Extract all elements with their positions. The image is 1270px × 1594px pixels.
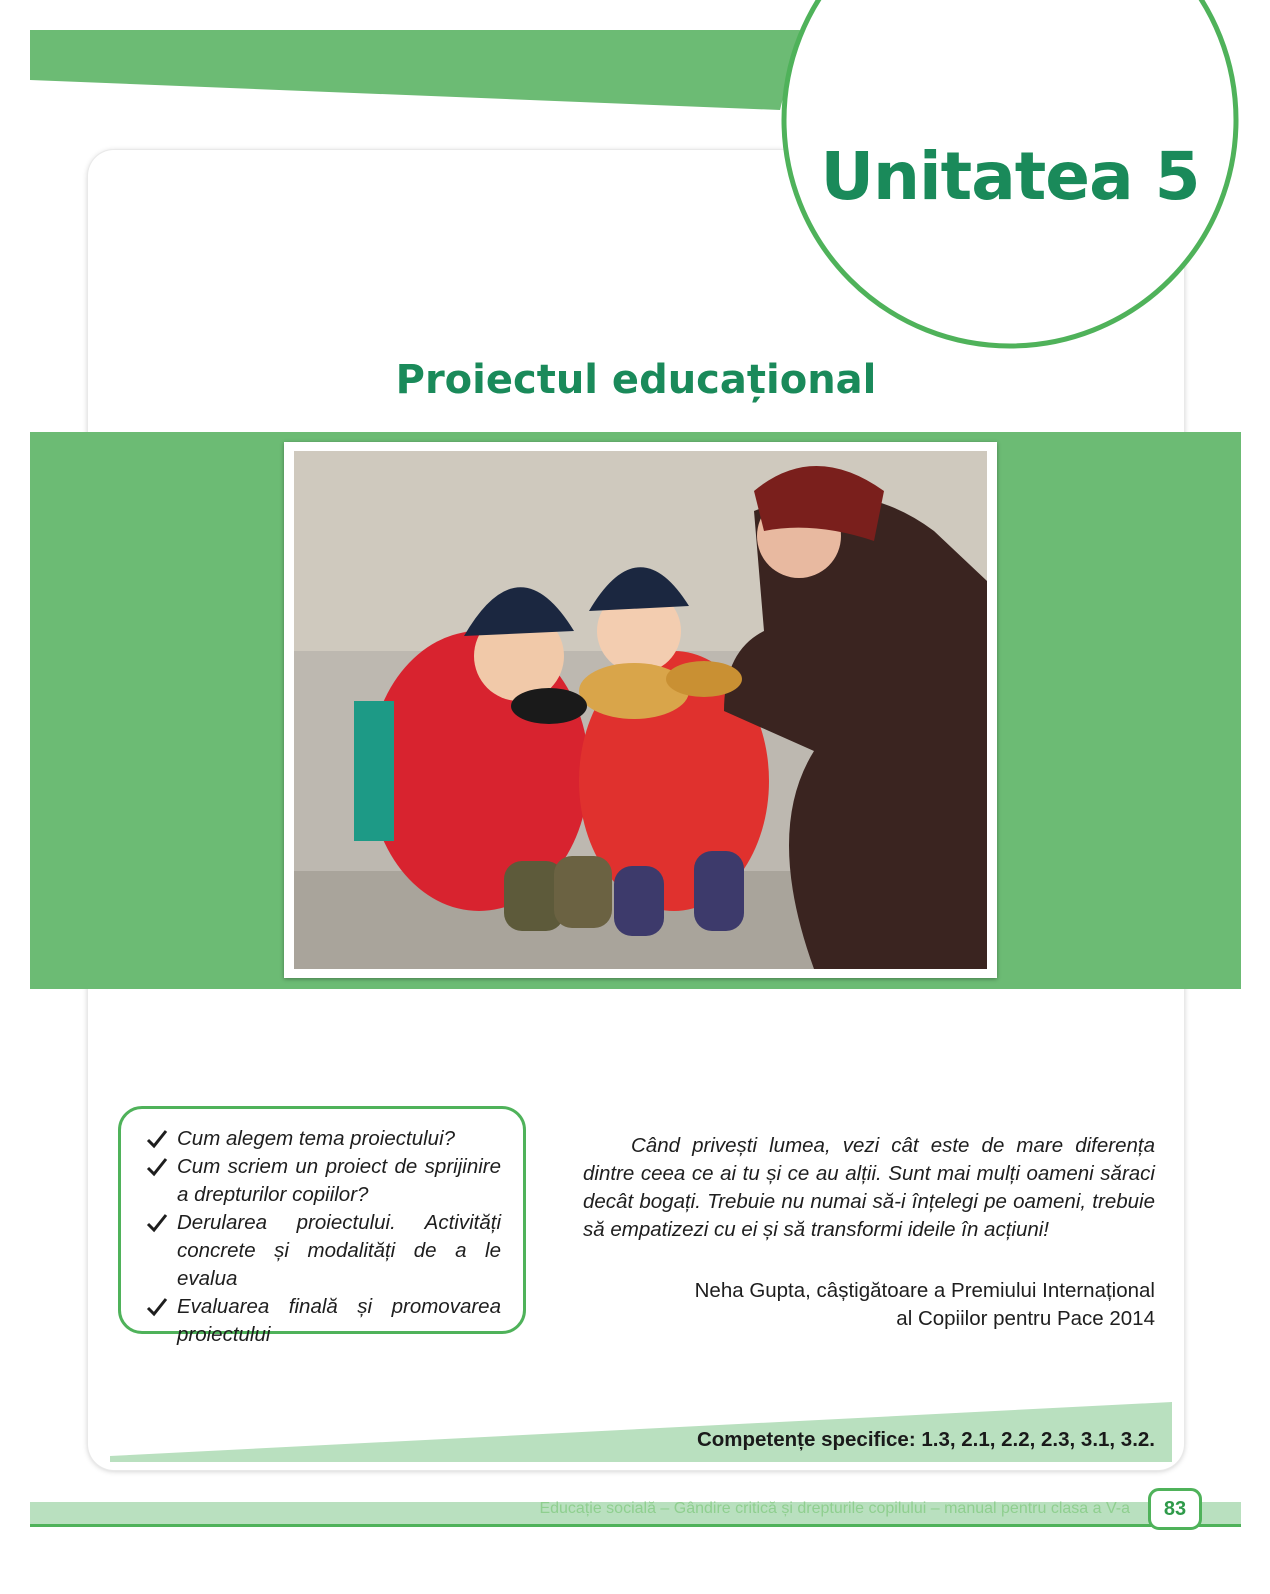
list-item-text: Cum alegem tema proiectului? (177, 1127, 456, 1150)
competences-text: Competențe specifice: 1.3, 2.1, 2.2, 2.3, 3.1, 3.2. (696, 1428, 1155, 1451)
attribution-line-1: Neha Gupta, câștigătoare a Premiului Internațional (694, 1279, 1155, 1302)
list-item-text: Evaluarea finală și promovarea proiectului (177, 1295, 501, 1346)
attribution-line-2: al Copiilor pentru Pace 2014 (896, 1307, 1155, 1330)
page-number: 83 (1148, 1488, 1202, 1530)
unit-title: Unitatea 5 (820, 138, 1200, 215)
lesson-title: Proiectul educațional (395, 357, 877, 403)
quote-text: Când privești lumea, vezi cât este de mare diferența dintre ceea ce ai tu și ce au alții. Sunt mai mulți oameni săraci decât bogați. Trebuie nu numai să-i înțelegi pe oameni, trebuie să empatizezi cu ei și să transformi ideile în acțiuni! (583, 1134, 1155, 1241)
list-item-text: Derularea proiectului. Activități concrete și modalități de a le evalua (177, 1211, 501, 1290)
list-item-text: Cum scriem un proiect de sprijinire a drepturilor copiilor? (177, 1155, 501, 1206)
footer-book-title: Educație socială – Gândire critică și drepturile copilului – manual pentru clasa a V-a (539, 1500, 1130, 1517)
